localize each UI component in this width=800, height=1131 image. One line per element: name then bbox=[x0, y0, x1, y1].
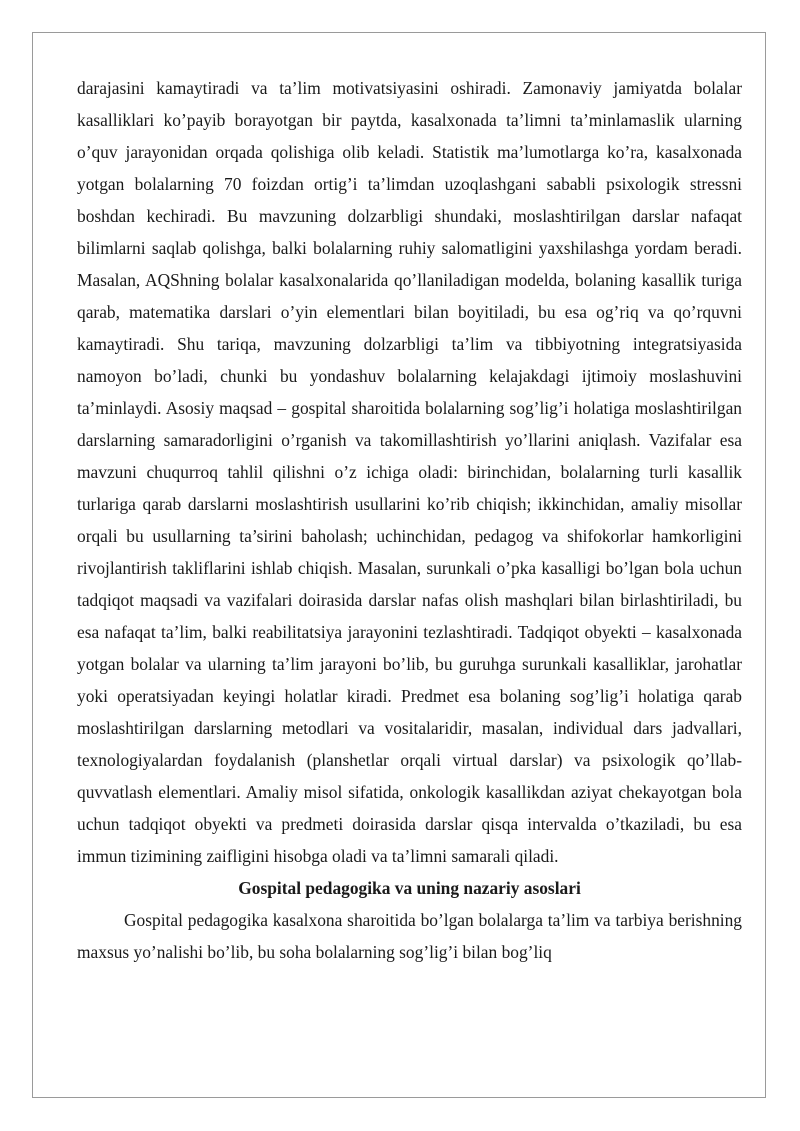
document-body bbox=[77, 72, 742, 968]
section-heading: Gospital pedagogika va uning nazariy asoslari bbox=[238, 878, 581, 898]
body-paragraph-continued: Gospital pedagogika kasalxona sharoitida bo’lgan bolalarga ta’lim va tarbiya berishning maxsus yo’nalishi bo’lib, bu soha bolalarning sog’lig’i bilan bog’liq bbox=[77, 910, 742, 962]
body-paragraph: darajasini kamaytiradi va ta’lim motivatsiyasini oshiradi. Zamonaviy jamiyatda bolalar kasalliklari ko’payib borayotgan bir paytda, kasalxonada ta’limni ta’minlamaslik ularning o’quv jarayonidan orqada qolishiga olib keladi. Statistik ma’lumotlarga ko’ra, kasalxonada yotgan bolalarning 70 foizdan ortig’i ta’limdan uzoqlashgani sababli psixologik stressni boshdan kechiradi. Bu mavzuning dolzarbligi shundaki, moslashtirilgan darslar nafaqat bilimlarni saqlab qolishga, balki bolalarning ruhiy salomatligini yaxshilashga yordam beradi. Masalan, AQShning bolalar kasalxonalarida qo’llaniladigan modelda, bolaning kasallik turiga qarab, matematika darslari o’yin elementlari bilan boyitiladi, bu esa og’riq va qo’rquvni kamaytiradi. Shu tariqa, mavzuning dolzarbligi ta’lim va tibbiyotning integratsiyasida namoyon bo’ladi, chunki bu yondashuv bolalarning kelajakdagi ijtimoiy moslashuvini ta’minlaydi. Asosiy maqsad – gospital sharoitida bolalarning sog’lig’i holatiga moslashtirilgan darslarning samaradorligini o’rganish va takomillashtirish yo’llarini aniqlash. Vazifalar esa mavzuni chuqurroq tahlil qilishni o’z ichiga oladi: birinchidan, bolalarning turli kasallik turlariga qarab darslarni moslashtirish usullarini ko’rib chiqish; ikkinchidan, amaliy misollar orqali bu usullarning ta’sirini baholash; uchinchidan, pedagog va shifokorlar hamkorligini rivojlantirish takliflarini ishlab chiqish. Masalan, surunkali o’pka kasalligi bo’lgan bola uchun tadqiqot maqsadi va vazifalari doirasida darslar nafas olish mashqlari bilan birlashtiriladi, bu esa nafaqat ta’lim, balki reabilitatsiya jarayonini tezlashtiradi. Tadqiqot obyekti – kasalxonada yotgan bolalar va ularning ta’lim jarayoni bo’lib, bu guruhga surunkali kasalliklar, jarohatlar yoki operatsiyadan keyingi holatlar kiradi. Predmet esa bolaning sog’lig’i holatiga qarab moslashtirilgan darslarning metodlari va vositalaridir, masalan, individual dars jadvallari, texnologiyalardan foydalanish (planshetlar orqali virtual darslar) va psixologik qo’llab-quvvatlash elementlari. Amaliy misol sifatida, onkologik kasallikdan aziyat chekayotgan bola uchun tadqiqot obyekti va predmeti doirasida darslar qisqa intervalda o’tkaziladi, bu esa immun tizimining zaifligini hisobga oladi va ta’limni samarali qiladi. bbox=[77, 78, 742, 866]
